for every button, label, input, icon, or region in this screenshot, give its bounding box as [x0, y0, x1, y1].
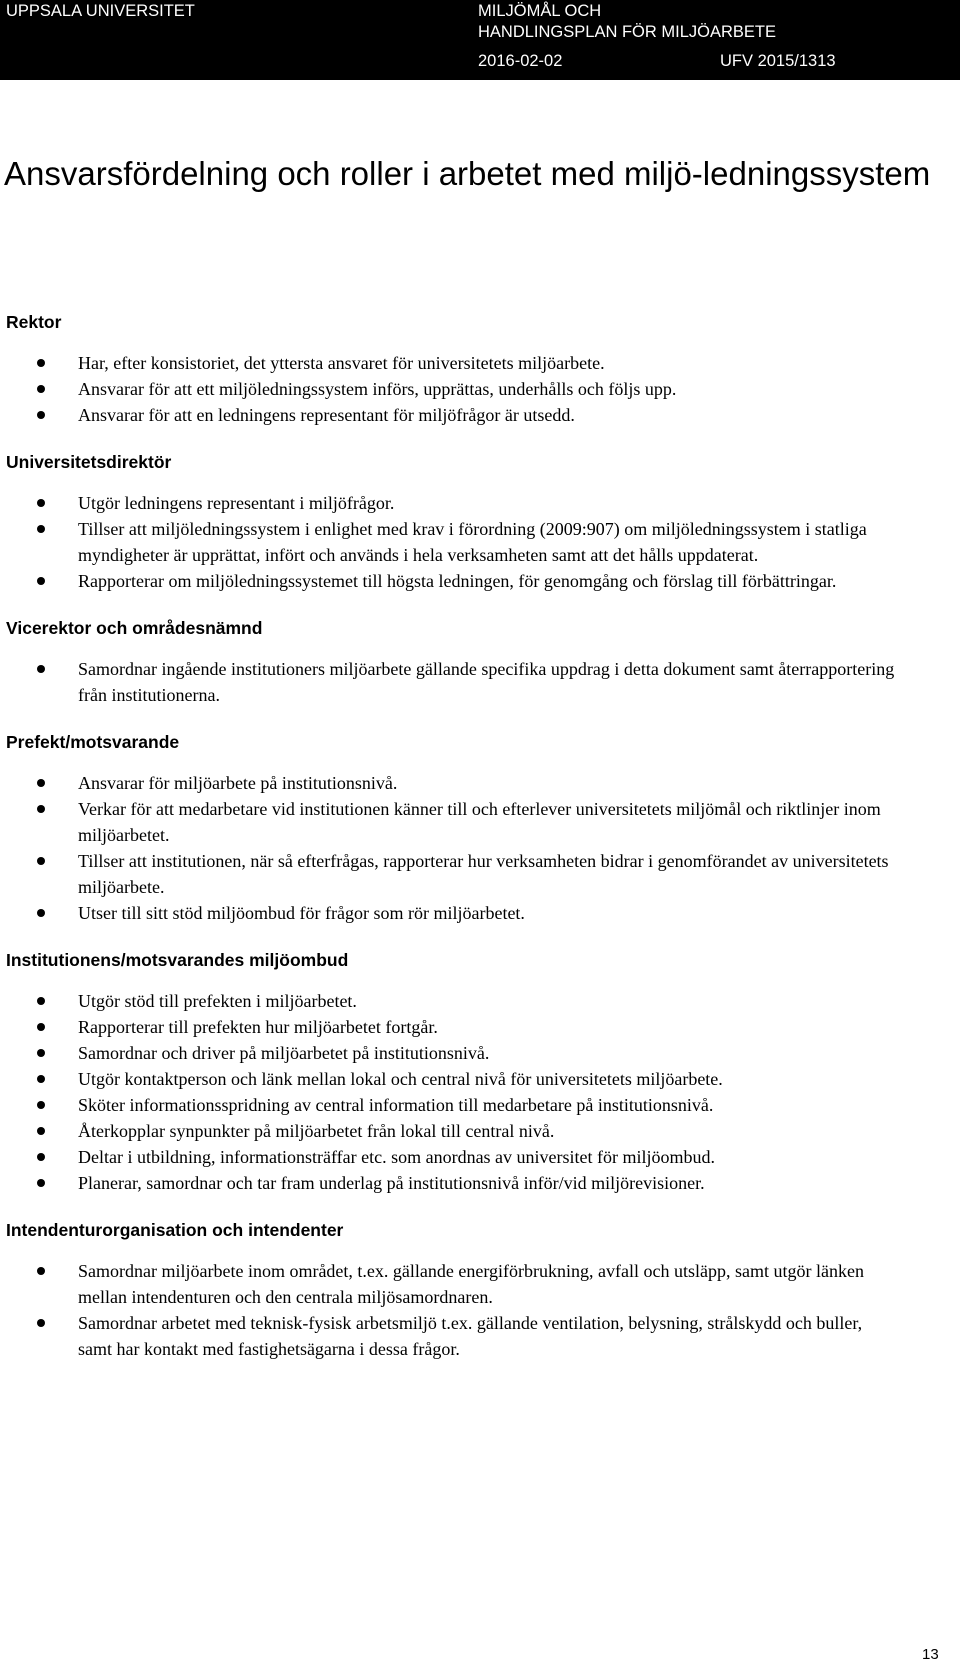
list-item-text: Deltar i utbildning, informationsträffar etc. som anordnas av universitet för miljöombud. — [78, 1147, 716, 1167]
list-item — [0, 402, 960, 428]
bullet-icon — [37, 1267, 45, 1275]
list-item — [0, 1144, 960, 1170]
bullet-icon — [37, 577, 45, 585]
section — [0, 1218, 960, 1362]
list-item — [0, 900, 960, 926]
list-item — [0, 1040, 960, 1066]
bullet-icon — [37, 1049, 45, 1057]
section-heading: Vicerektor och områdesnämnd — [6, 618, 263, 638]
list-item-text: Samordnar och driver på miljöarbetet på institutionsnivå. — [78, 1043, 490, 1063]
section — [0, 450, 960, 594]
bullet-icon — [37, 1153, 45, 1161]
section — [0, 616, 960, 708]
list-item-text: Samordnar arbetet med teknisk-fysisk arbetsmiljö t.ex. gällande ventilation, belysning, strålskydd och buller, samt har kontakt med fastighetsägarna i dessa frågor. — [78, 1313, 863, 1359]
organization-name: UPPSALA UNIVERSITET — [6, 2, 195, 20]
list-item — [0, 1014, 960, 1040]
section-heading: Prefekt/motsvarande — [6, 732, 180, 752]
list-item-text: Utgör stöd till prefekten i miljöarbetet. — [78, 991, 357, 1011]
document-date: 2016-02-02 — [478, 52, 563, 70]
bullet-icon — [37, 385, 45, 393]
bullet-icon — [37, 1179, 45, 1187]
bullet-list — [0, 1258, 960, 1362]
list-item — [0, 1118, 960, 1144]
bullet-icon — [37, 411, 45, 419]
list-item-text: Verkar för att medarbetare vid institutionen känner till och efterlever universitetets miljömål och riktlinjer inom miljöarbetet. — [78, 799, 881, 845]
list-item — [0, 516, 960, 568]
list-item-text: Ansvarar för att en ledningens representant för miljöfrågor är utsedd. — [78, 405, 575, 425]
list-item-text: Återkopplar synpunkter på miljöarbetet från lokal till central nivå. — [78, 1121, 555, 1141]
list-item-text: Sköter informationsspridning av central information till medarbetare på institutionsnivå. — [78, 1095, 714, 1115]
page-number: 13 — [922, 1646, 939, 1663]
list-item-text: Har, efter konsistoriet, det yttersta ansvaret för universitetets miljöarbete. — [78, 353, 605, 373]
bullet-list — [0, 490, 960, 594]
list-item-text: Samordnar ingående institutioners miljöarbete gällande specifika uppdrag i detta dokument samt återrapportering från institutionerna. — [78, 659, 895, 705]
section-heading: Rektor — [6, 312, 62, 332]
bullet-icon — [37, 1023, 45, 1031]
bullet-icon — [37, 997, 45, 1005]
bullet-icon — [37, 909, 45, 917]
list-item — [0, 1310, 960, 1362]
list-item-text: Samordnar miljöarbete inom området, t.ex. gällande energiförbrukning, avfall och utsläpp, samt utgör länken mellan intendenturen och den centrala miljösamordnaren. — [78, 1261, 864, 1307]
bullet-list — [0, 770, 960, 926]
bullet-list — [0, 656, 960, 708]
bullet-icon — [37, 1101, 45, 1109]
list-item-text: Tillser att institutionen, när så efterfrågas, rapporterar hur verksamheten bidrar i genomförandet av universitetets miljöarbete. — [78, 851, 889, 897]
bullet-icon — [37, 359, 45, 367]
bullet-icon — [37, 525, 45, 533]
list-item-text: Utgör ledningens representant i miljöfrågor. — [78, 493, 395, 513]
bullet-icon — [37, 665, 45, 673]
document-name-line1: MILJÖMÅL OCH — [478, 2, 602, 20]
list-item-text: Planerar, samordnar och tar fram underlag på institutionsnivå inför/vid miljörevisioner. — [78, 1173, 705, 1193]
section-heading: Institutionens/motsvarandes miljöombud — [6, 950, 349, 970]
bullet-icon — [37, 1075, 45, 1083]
bullet-icon — [37, 1127, 45, 1135]
bullet-list — [0, 350, 960, 428]
list-item — [0, 1092, 960, 1118]
section — [0, 948, 960, 1196]
bullet-icon — [37, 805, 45, 813]
list-item-text: Utgör kontaktperson och länk mellan lokal och central nivå för universitetets miljöarbete. — [78, 1069, 723, 1089]
list-item — [0, 770, 960, 796]
list-item — [0, 796, 960, 848]
bullet-icon — [37, 499, 45, 507]
list-item — [0, 568, 960, 594]
bullet-icon — [37, 857, 45, 865]
list-item — [0, 1170, 960, 1196]
document-body — [0, 310, 960, 1384]
list-item — [0, 1258, 960, 1310]
bullet-icon — [37, 1319, 45, 1327]
list-item-text: Ansvarar för att ett miljöledningssystem införs, upprättas, underhålls och följs upp. — [78, 379, 677, 399]
list-item — [0, 350, 960, 376]
section-heading: Intendenturorganisation och intendenter — [6, 1220, 344, 1240]
page-header — [0, 0, 960, 80]
list-item — [0, 848, 960, 900]
bullet-icon — [37, 779, 45, 787]
section — [0, 730, 960, 926]
document-name-line2: HANDLINGSPLAN FÖR MILJÖARBETE — [478, 23, 776, 41]
document-reference: UFV 2015/1313 — [720, 52, 836, 70]
bullet-list — [0, 988, 960, 1196]
list-item — [0, 988, 960, 1014]
section-heading: Universitetsdirektör — [6, 452, 172, 472]
list-item-text: Tillser att miljöledningssystem i enlighet med krav i förordning (2009:907) om miljöledningssystem i statliga myndigheter är upprättat, infört och används i hela verksamheten samt att det hålls uppdaterat. — [78, 519, 867, 565]
list-item-text: Ansvarar för miljöarbete på institutionsnivå. — [78, 773, 398, 793]
list-item-text: Utser till sitt stöd miljöombud för frågor som rör miljöarbetet. — [78, 903, 525, 923]
list-item-text: Rapporterar till prefekten hur miljöarbetet fortgår. — [78, 1017, 438, 1037]
list-item — [0, 656, 960, 708]
list-item-text: Rapporterar om miljöledningssystemet till högsta ledningen, för genomgång och förslag till förbättringar. — [78, 571, 837, 591]
section — [0, 310, 960, 428]
list-item — [0, 1066, 960, 1092]
list-item — [0, 376, 960, 402]
list-item — [0, 490, 960, 516]
page-title: Ansvarsfördelning och roller i arbetet med miljö-ledningssystem — [4, 155, 931, 192]
